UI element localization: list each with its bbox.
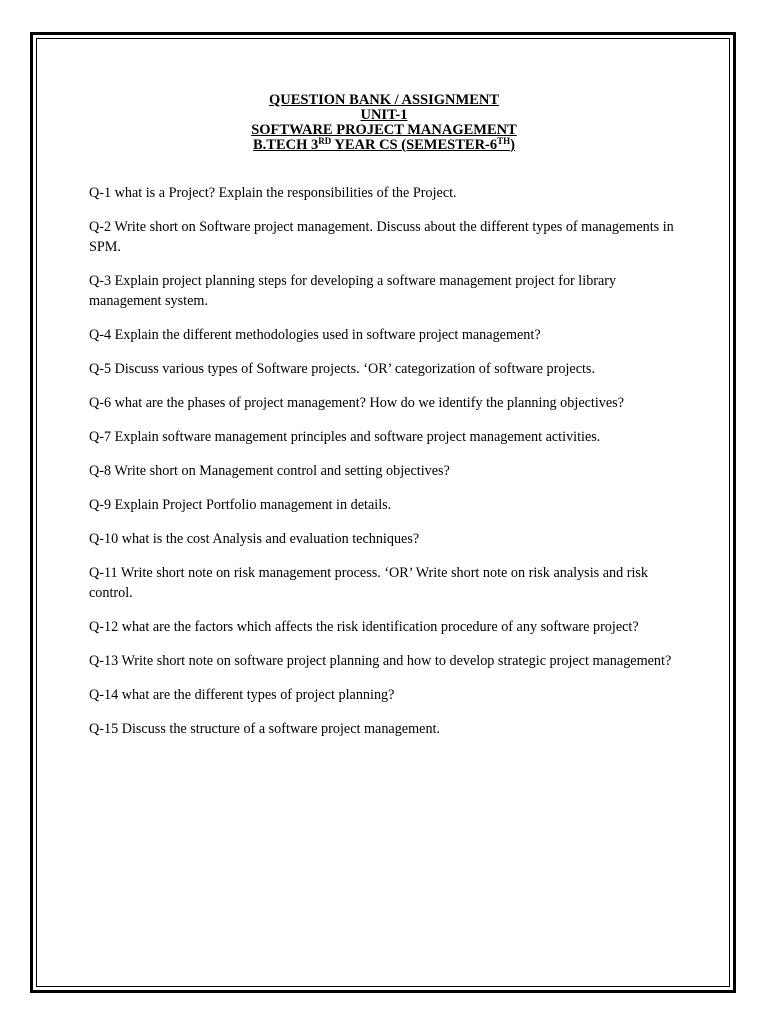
question-item: Q-1 what is a Project? Explain the responsibilities of the Project.	[89, 185, 457, 201]
header-subject: SOFTWARE PROJECT MANAGEMENT	[251, 122, 517, 138]
header-course-mid: YEAR CS (SEMESTER-6	[331, 137, 498, 153]
document-header	[0, 93, 768, 153]
question-item: Q-13 Write short note on software project planning and how to develop strategic project management?	[89, 653, 672, 669]
question-item: Q-3 Explain project planning steps for developing a software management project for library management system.	[89, 273, 617, 309]
question-item: Q-10 what is the cost Analysis and evaluation techniques?	[89, 531, 420, 547]
question-item: Q-11 Write short note on risk management process. ‘OR’ Write short note on risk analysis and risk control.	[89, 565, 649, 601]
question-item: Q-14 what are the different types of project planning?	[89, 687, 395, 703]
question-item: Q-4 Explain the different methodologies used in software project management?	[89, 327, 541, 343]
header-unit: UNIT-1	[360, 107, 408, 123]
header-title: QUESTION BANK / ASSIGNMENT	[268, 92, 500, 108]
question-item: Q-6 what are the phases of project management? How do we identify the planning objectives?	[89, 395, 625, 411]
header-course	[253, 137, 515, 153]
header-course-prefix: B.TECH 3	[253, 137, 319, 153]
question-list	[89, 183, 689, 753]
header-course-suffix: )	[510, 137, 515, 153]
question-item: Q-7 Explain software management principles and software project management activities.	[89, 429, 601, 445]
question-item: Q-2 Write short on Software project management. Discuss about the different types of managements in SPM.	[89, 219, 674, 255]
question-item: Q-12 what are the factors which affects the risk identification procedure of any software project?	[89, 619, 639, 635]
question-item: Q-15 Discuss the structure of a software project management.	[89, 721, 441, 737]
header-course-sup-rd: RD	[318, 136, 332, 146]
question-item: Q-8 Write short on Management control and setting objectives?	[89, 463, 450, 479]
question-item: Q-9 Explain Project Portfolio management in details.	[89, 497, 392, 513]
question-item: Q-5 Discuss various types of Software projects. ‘OR’ categorization of software projects.	[89, 361, 596, 377]
header-course-sup-th: TH	[497, 136, 511, 146]
